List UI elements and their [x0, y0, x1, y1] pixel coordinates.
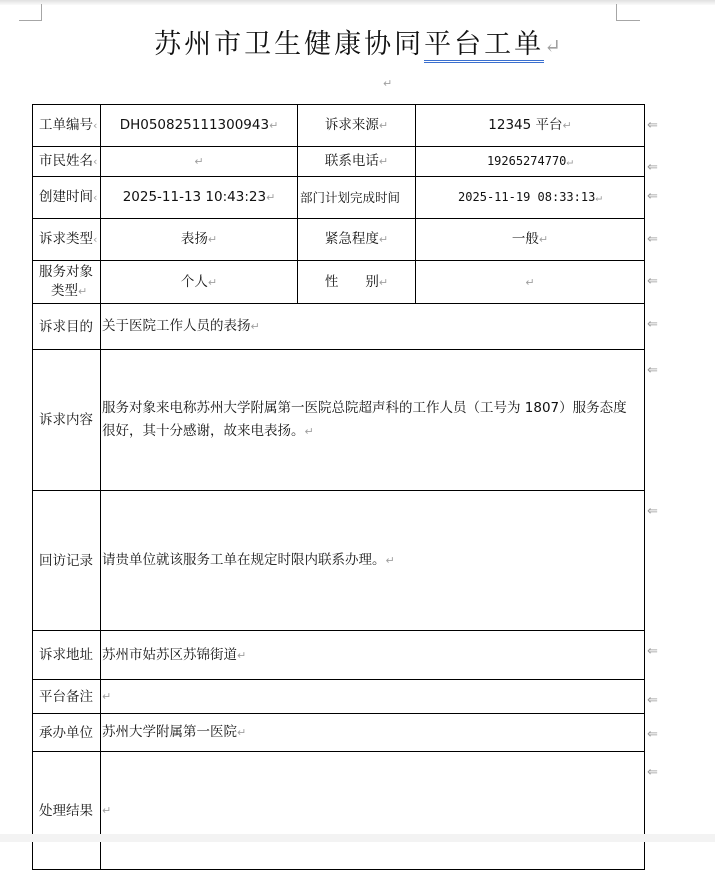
margin-corner-right	[616, 4, 640, 21]
table-row-handling-unit	[33, 714, 645, 752]
table-row-content	[33, 350, 645, 491]
row-end-mark-icon: ⇐	[647, 118, 658, 133]
label-result: 处理结果	[33, 752, 101, 870]
table-row-times	[33, 177, 645, 219]
row-end-mark-icon: ⇐	[647, 693, 658, 708]
label-phone: 联系电话↵	[298, 147, 416, 177]
label-planned-finish-time: 部门计划完成时间	[298, 177, 416, 219]
row-end-mark-icon: ⇐	[647, 189, 658, 204]
value-request-type[interactable]: 表扬↵	[101, 219, 298, 261]
label-content: 诉求内容	[33, 350, 101, 491]
label-request-type: 诉求类型‹	[33, 219, 101, 261]
table-row-target-gender	[33, 261, 645, 304]
value-content[interactable]: 服务对象来电称苏州大学附属第一医院总院超声科的工作人员（工号为 1807）服务态度很好，其十分感谢，故来电表扬。↵	[101, 350, 645, 491]
label-handling-unit: 承办单位	[33, 714, 101, 752]
label-address: 诉求地址	[33, 631, 101, 680]
value-service-target-type[interactable]: 个人↵	[101, 261, 298, 304]
table-row-type-urgency	[33, 219, 645, 261]
page-bottom-edge	[0, 834, 715, 842]
paragraph-mark-icon: ↵	[544, 34, 561, 58]
empty-paragraph-mark-icon: ↵	[383, 77, 393, 90]
value-handling-unit[interactable]: 苏州大学附属第一医院↵	[101, 714, 645, 752]
row-end-mark-icon: ⇐	[647, 160, 658, 175]
table-row-result	[33, 752, 645, 870]
row-end-mark-icon: ⇐	[647, 504, 658, 519]
label-platform-note: 平台备注	[33, 680, 101, 714]
table-row-callback	[33, 491, 645, 631]
value-urgency[interactable]: 一般↵	[416, 219, 645, 261]
value-created-time[interactable]: 2025-11-13 10:43:23↵	[101, 177, 298, 219]
label-ticket-no: 工单编号‹	[33, 105, 101, 147]
title-text-spellcheck-underlined[interactable]: 平台工单	[424, 29, 544, 63]
value-source[interactable]: 12345 平台↵	[416, 105, 645, 147]
table-row-address	[33, 631, 645, 680]
value-gender[interactable]: ↵	[416, 261, 645, 304]
row-end-mark-icon: ⇐	[647, 363, 658, 378]
page-top-edge	[0, 0, 715, 5]
value-phone[interactable]: 19265274770↵	[416, 147, 645, 177]
label-callback-record: 回访记录	[33, 491, 101, 631]
row-end-mark-icon: ⇐	[647, 727, 658, 742]
value-citizen-name[interactable]: ↵	[101, 147, 298, 177]
label-urgency: 紧急程度↵	[298, 219, 416, 261]
value-address[interactable]: 苏州市姑苏区苏锦街道↵	[101, 631, 645, 680]
value-purpose[interactable]: 关于医院工作人员的表扬↵	[101, 304, 645, 350]
value-planned-finish-time[interactable]: 2025-11-19 08:33:13↵	[416, 177, 645, 219]
value-ticket-no[interactable]: DH050825111300943↵	[101, 105, 298, 147]
label-citizen-name: 市民姓名‹	[33, 147, 101, 177]
value-callback-record[interactable]: 请贵单位就该服务工单在规定时限内联系办理。↵	[101, 491, 645, 631]
margin-corner-left	[19, 4, 42, 21]
label-source: 诉求来源↵	[298, 105, 416, 147]
label-gender: 性 别↵	[298, 261, 416, 304]
row-end-mark-icon: ⇐	[647, 274, 658, 289]
row-end-mark-icon: ⇐	[647, 644, 658, 659]
row-end-mark-icon: ⇐	[647, 765, 658, 780]
work-order-table	[32, 104, 645, 870]
table-row-name-phone	[33, 147, 645, 177]
table-row-purpose	[33, 304, 645, 350]
row-end-mark-icon: ⇐	[647, 317, 658, 332]
document-title[interactable]	[0, 22, 715, 61]
label-created-time: 创建时间‹	[33, 177, 101, 219]
value-result[interactable]: ↵	[101, 752, 645, 870]
value-platform-note[interactable]: ↵	[101, 680, 645, 714]
label-service-target-type: 服务对象 类型↵	[33, 261, 101, 304]
title-text: 苏州市卫生健康协同	[154, 29, 425, 60]
table-row-ticket	[33, 105, 645, 147]
table-row-platform-note	[33, 680, 645, 714]
label-purpose: 诉求目的	[33, 304, 101, 350]
row-end-mark-icon: ⇐	[647, 232, 658, 247]
